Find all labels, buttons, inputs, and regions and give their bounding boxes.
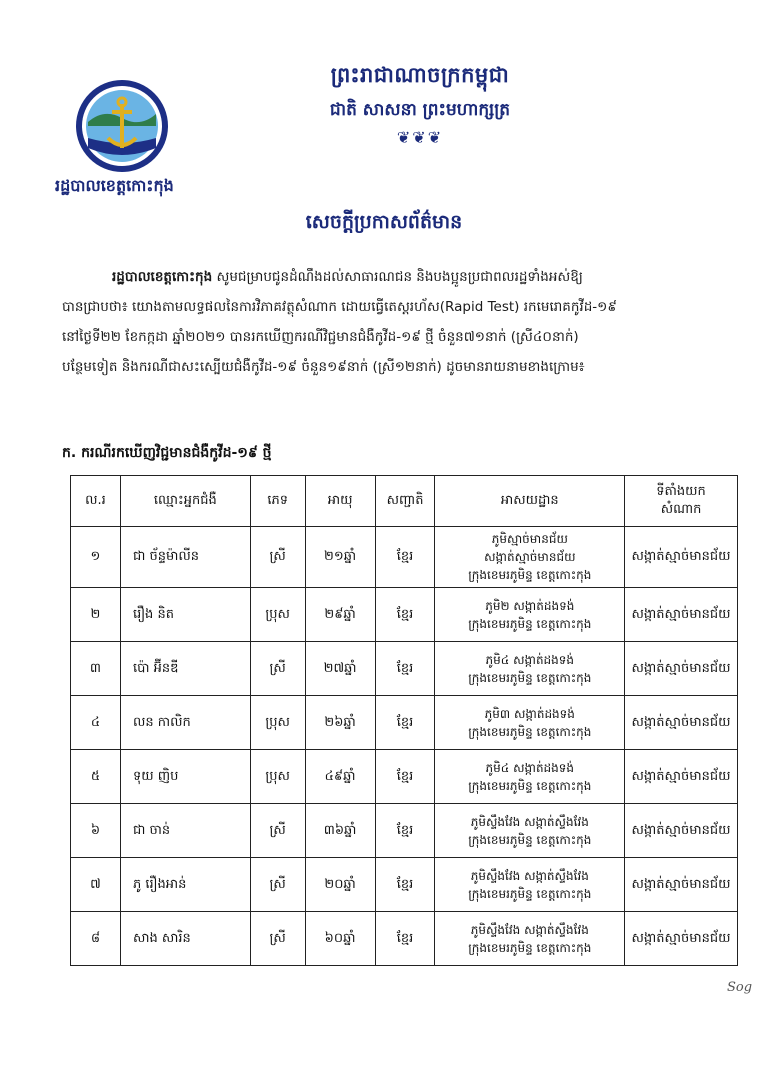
cell-nationality: ខ្មែរ	[375, 588, 435, 642]
cell-age: ២០ឆ្នាំ	[305, 858, 375, 912]
table-row	[71, 696, 738, 750]
document-title: សេចក្តីប្រកាសព័ត៌មាន	[305, 211, 463, 233]
cell-address	[435, 804, 625, 858]
cell-address	[435, 642, 625, 696]
cell-name: លន កាលិក	[120, 696, 250, 750]
cell-age: ៣៦ឆ្នាំ	[305, 804, 375, 858]
cell-sample-site: សង្កាត់ស្មាច់មានជ័យ	[625, 858, 738, 912]
cell-name: ជា ចាន់	[120, 804, 250, 858]
kingdom-title: ព្រះរាជាណាចក្រកម្ពុជា	[330, 62, 510, 87]
cell-sample-site: សង្កាត់ស្មាច់មានជ័យ	[625, 527, 738, 588]
address-line: ភូមិ៤ សង្កាត់ដងទង់	[485, 760, 575, 775]
cell-nationality: ខ្មែរ	[375, 804, 435, 858]
address-line: ក្រុងខេមរភូមិន្ទ ខេត្តកោះកុង	[468, 832, 592, 847]
cell-no: ៥	[71, 750, 121, 804]
address-line: ក្រុងខេមរភូមិន្ទ ខេត្តកោះកុង	[468, 778, 592, 793]
cell-no: ១	[71, 527, 121, 588]
cell-no: ៨	[71, 912, 121, 966]
cell-name: ប៉ោ អ៊ីនឌី	[120, 642, 250, 696]
cell-sex: ស្រី	[250, 912, 305, 966]
paragraph-line-3: នៅថ្ងៃទី២២ ខែកក្កដា ឆ្នាំ២០២១ បានរកឃើញករណីវិជ្ជមានជំងឺកូវីដ-១៩ ថ្មី ចំនួន៧១នាក់ (ស្រី៤០នាក់)	[62, 329, 579, 345]
kingdom-header	[270, 62, 570, 147]
header-sample-line2: សំណាក	[660, 502, 702, 517]
cell-address	[435, 912, 625, 966]
header-sex: ភេទ	[250, 476, 305, 527]
cell-sex: ស្រី	[250, 642, 305, 696]
cell-no: ៤	[71, 696, 121, 750]
cases-table	[70, 475, 738, 966]
cell-sex: ប្រុស	[250, 696, 305, 750]
cell-name: សាង សារិន	[120, 912, 250, 966]
address-line: ភូមិស្មាច់មានជ័យ	[491, 532, 568, 546]
address-line: ក្រុងខេមរភូមិន្ទ ខេត្តកោះកុង	[468, 940, 592, 955]
cell-age: ២៧ឆ្នាំ	[305, 642, 375, 696]
cell-sex: ស្រី	[250, 858, 305, 912]
cell-nationality: ខ្មែរ	[375, 858, 435, 912]
table-row	[71, 642, 738, 696]
cell-name: ជា ច័ន្ទម៉ាលីន	[120, 527, 250, 588]
address-line: ក្រុងខេមរភូមិន្ទ ខេត្តកោះកុង	[468, 886, 592, 901]
cell-nationality: ខ្មែរ	[375, 750, 435, 804]
national-motto: ជាតិ សាសនា ព្រះមហាក្សត្រ	[329, 100, 511, 120]
cell-sex: ប្រុស	[250, 750, 305, 804]
announcement-paragraph	[62, 262, 742, 382]
cell-no: ៣	[71, 642, 121, 696]
cell-sex: ស្រី	[250, 804, 305, 858]
cell-sample-site: សង្កាត់ស្មាច់មានជ័យ	[625, 912, 738, 966]
table-header-row	[71, 476, 738, 527]
address-line: ក្រុងខេមរភូមិន្ទ ខេត្តកោះកុង	[468, 616, 592, 631]
header-no: ល.រ	[71, 476, 121, 527]
cell-sample-site: សង្កាត់ស្មាច់មានជ័យ	[625, 696, 738, 750]
cell-age: ៦០ឆ្នាំ	[305, 912, 375, 966]
paragraph-lead: រដ្ឋបាលខេត្តកោះកុង	[112, 269, 213, 285]
cell-sample-site: សង្កាត់ស្មាច់មានជ័យ	[625, 588, 738, 642]
address-line: ក្រុងខេមរភូមិន្ទ ខេត្តកោះកុង	[468, 568, 592, 582]
header-sample-line1: ទីតាំងយក	[656, 484, 706, 499]
cell-no: ២	[71, 588, 121, 642]
cell-sex: ប្រុស	[250, 588, 305, 642]
paragraph-line-2: បានជ្រាបថា៖ យោងតាមលទ្ធផលនៃការវិភាគវត្ថុសំណាក ដោយធ្វើតេស្តរហ័ស(Rapid Test) រកមេរោគកូវីដ-១៩	[62, 299, 617, 315]
address-line: ក្រុងខេមរភូមិន្ទ ខេត្តកោះកុង	[468, 670, 592, 685]
cell-age: ២៩ឆ្នាំ	[305, 588, 375, 642]
cell-no: ៧	[71, 858, 121, 912]
cell-sample-site: សង្កាត់ស្មាច់មានជ័យ	[625, 804, 738, 858]
address-line: ភូមិ៤ សង្កាត់ដងទង់	[485, 652, 575, 667]
address-line: ភូមិ២ សង្កាត់ដងទង់	[485, 598, 575, 613]
cell-nationality: ខ្មែរ	[375, 912, 435, 966]
cell-sex: ស្រី	[250, 527, 305, 588]
cell-name: រឿង និត	[120, 588, 250, 642]
cell-address	[435, 696, 625, 750]
paragraph-line-1	[62, 262, 742, 292]
cell-name: ភូ រឿងអាន់	[120, 858, 250, 912]
cell-nationality: ខ្មែរ	[375, 527, 435, 588]
table-row	[71, 804, 738, 858]
table-row	[71, 750, 738, 804]
header-nationality: សញ្ជាតិ	[375, 476, 435, 527]
cell-nationality: ខ្មែរ	[375, 696, 435, 750]
cell-address	[435, 858, 625, 912]
handwritten-signature: Sog	[727, 980, 753, 995]
cell-no: ៦	[71, 804, 121, 858]
address-line: ភូមិស្ទឹងវែង សង្កាត់ស្ទឹងវែង	[470, 814, 589, 829]
address-line: ភូមិស្ទឹងវែង សង្កាត់ស្ទឹងវែង	[470, 922, 589, 937]
header-age: អាយុ	[305, 476, 375, 527]
paragraph-line-1-text: សូមជម្រាបជូនដំណឹងដល់សាធារណជន និងបងប្អូនប្រជាពលរដ្ឋទាំងអស់ឱ្យ	[212, 269, 583, 285]
header-name: ឈ្មោះអ្នកជំងឺ	[120, 476, 250, 527]
section-heading: ក. ករណីរកឃើញវិជ្ជមានជំងឺកូវីដ-១៩ ថ្មី	[62, 445, 272, 461]
address-line: ក្រុងខេមរភូមិន្ទ ខេត្តកោះកុង	[468, 724, 592, 739]
table-row	[71, 912, 738, 966]
cell-sample-site: សង្កាត់ស្មាច់មានជ័យ	[625, 642, 738, 696]
cell-name: ទុយ ញិប	[120, 750, 250, 804]
cell-age: ២១ឆ្នាំ	[305, 527, 375, 588]
cell-address	[435, 527, 625, 588]
cell-address	[435, 750, 625, 804]
cell-address	[435, 588, 625, 642]
cell-age: ២៦ឆ្នាំ	[305, 696, 375, 750]
province-seal-icon	[74, 78, 170, 174]
paragraph-line-4: បន្ថែមទៀត និងករណីជាសះស្បើយជំងឺកូវីដ-១៩ ចំនួន១៩នាក់ (ស្រី១២នាក់) ដូចមានរាយនាមខាងក្រោម៖	[62, 359, 585, 375]
address-line: ភូមិស្ទឹងវែង សង្កាត់ស្ទឹងវែង	[470, 868, 589, 883]
issuing-agency: រដ្ឋបាលខេត្តកោះកុង	[55, 176, 174, 195]
ornament-divider: ❦❦❦	[396, 128, 444, 147]
header-address: អាសយដ្ឋាន	[435, 476, 625, 527]
cell-sample-site: សង្កាត់ស្មាច់មានជ័យ	[625, 750, 738, 804]
cell-nationality: ខ្មែរ	[375, 642, 435, 696]
table-row	[71, 858, 738, 912]
address-line: សង្កាត់ស្មាច់មានជ័យ	[484, 550, 576, 564]
header-sample-site	[625, 476, 738, 527]
table-row	[71, 527, 738, 588]
address-line: ភូមិ៣ សង្កាត់ដងទង់	[484, 706, 575, 721]
cell-age: ៤៩ឆ្នាំ	[305, 750, 375, 804]
table-row	[71, 588, 738, 642]
